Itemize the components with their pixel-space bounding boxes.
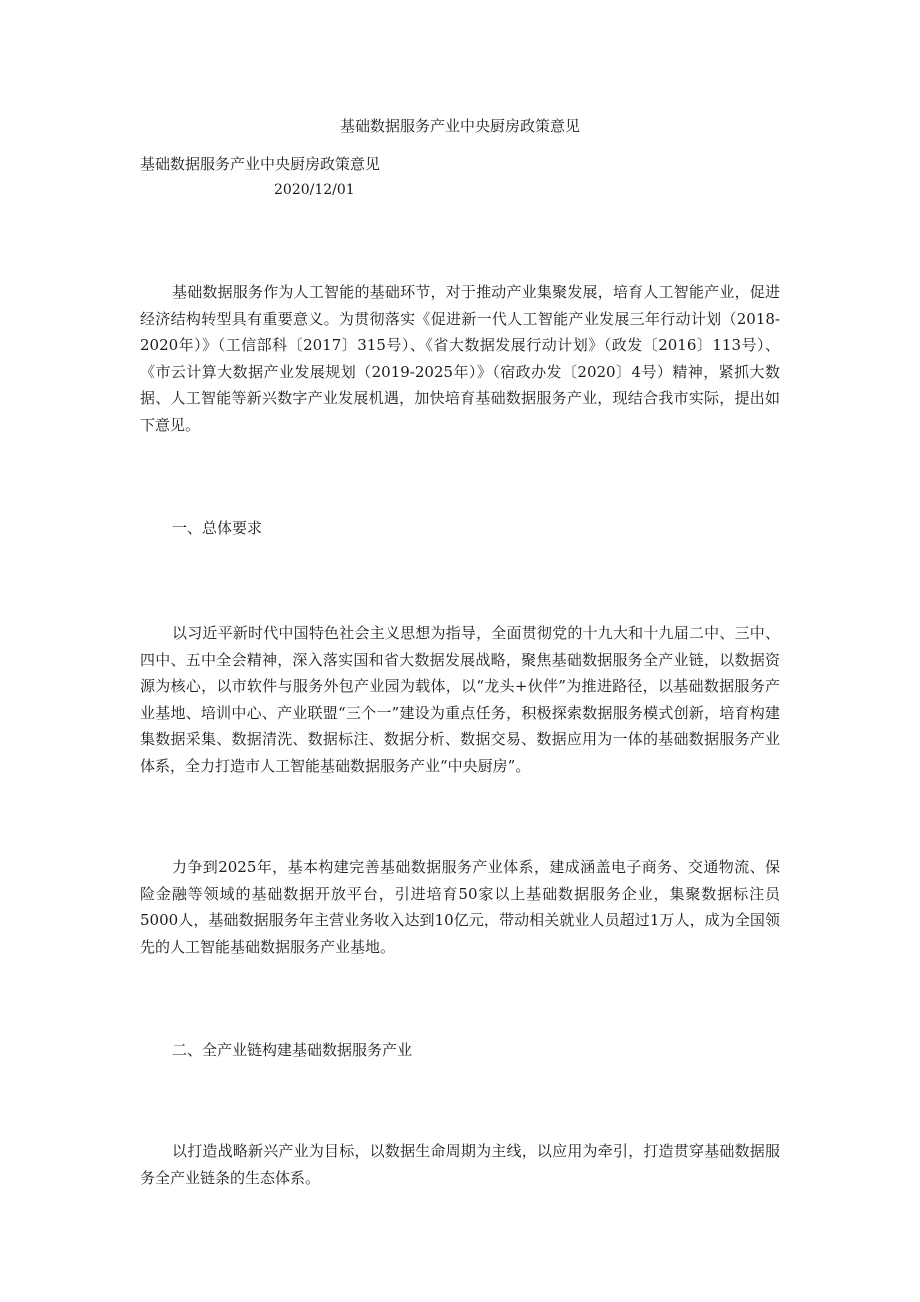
paragraph-guiding-principles: 以习近平新时代中国特色社会主义思想为指导，全面贯彻党的十九大和十九届二中、三中、四中、五中全会精神，深入落实国和省大数据发展战略，聚焦基础数据服务全产业链，以数据资源为核心，以市软件与服务外包产业园为载体，以“龙头+伙伴”为推进路径，以基础数据服务产业基地、培训中心、产业联盟“三个一”建设为重点任务，积极探索数据服务模式创新，培育构建集数据采集、数据清洗、数据标注、数据分析、数据交易、数据应用为一体的基础数据服务产业体系，全力打造市人工智能基础数据服务产业“中央厨房”。 [140,624,780,775]
paragraph-ecosystem: 以打造战略新兴产业为目标，以数据生命周期为主线，以应用为牵引，打造贯穿基础数据服务全产业链条的生态体系。 [140,1142,780,1187]
document-title: 基础数据服务产业中央厨房政策意见 [339,117,580,135]
section-heading-industry-chain: 二、全产业链构建基础数据服务产业 [172,1041,413,1059]
document-subtitle: 基础数据服务产业中央厨房政策意见 [140,155,381,173]
paragraph-goals-2025: 力争到2025年，基本构建完善基础数据服务产业体系，建成涵盖电子商务、交通物流、保险金融等领域的基础数据开放平台，引进培育50家以上基础数据服务企业，集聚数据标注员5000人，基础数据服务年主营业务收入达到10亿元，带动相关就业人员超过1万人，成为全国领先的人工智能基础数据服务产业基地。 [140,858,780,956]
document-date: 2020/12/01 [274,182,355,198]
section-heading-general-requirements: 一、总体要求 [172,519,263,537]
paragraph-intro: 基础数据服务作为人工智能的基础环节，对于推动产业集聚发展，培育人工智能产业，促进经济结构转型具有重要意义。为贯彻落实《促进新一代人工智能产业发展三年行动计划（2018-2020年）》（工信部科〔2017〕315号）、《省大数据发展行动计划》（政发〔2016〕113号）、《市云计算大数据产业发展规划（2019-2025年）》（宿政办发〔2020〕4号）精神，紧抓大数据、人工智能等新兴数字产业发展机遇，加快培育基础数据服务产业，现结合我市实际，提出如下意见。 [140,283,780,434]
